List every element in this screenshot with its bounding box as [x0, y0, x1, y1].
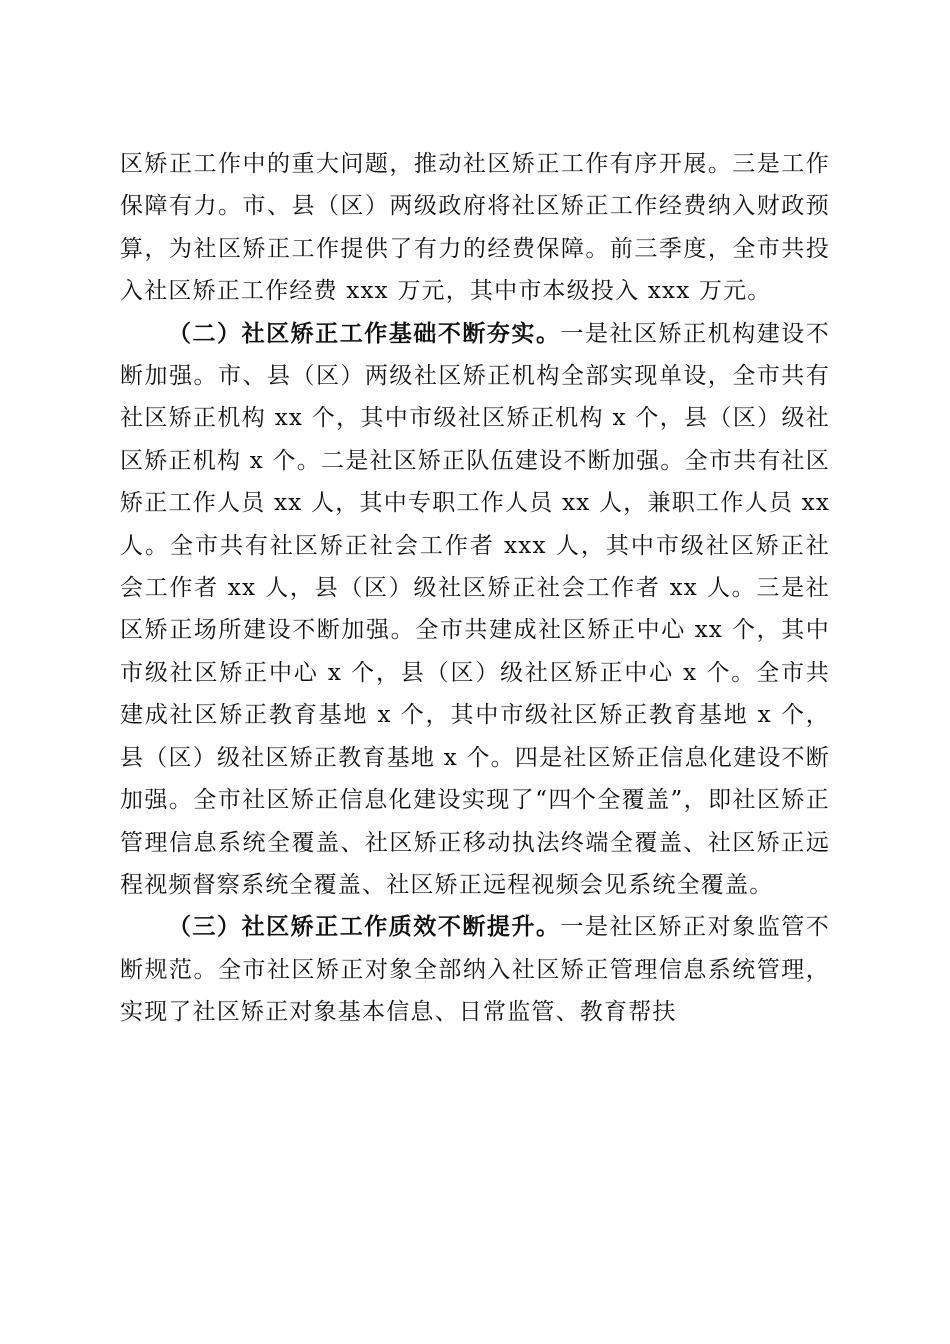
document-body [120, 143, 830, 1034]
paragraph-section-3 [120, 906, 830, 1033]
paragraph-text: 一是社区矫正机构建设不断加强。市、县（区）两级社区矫正机构全部实现单设，全市共有社区矫正机构 xx 个，其中市级社区矫正机构 x 个，县（区）级社区矫正机构 x 个。二是社区矫正队伍建设不断加强。全市共有社区矫正工作人员 xx 人，其中专职工作人员 xx 人，兼职工作人员 xx 人。全市共有社区矫正社会工作者 xxx 人，其中市级社区矫正社会工作者 xx 人，县（区）级社区矫正社会工作者 xx 人。三是社区矫正场所建设不断加强。全市共建成社区矫正中心 xx 个，其中市级社区矫正中心 x 个，县（区）级社区矫正中心 x 个。全市共建成社区矫正教育基地 x 个，其中市级社区矫正教育基地 x 个，县（区）级社区矫正教育基地 x 个。四是社区矫正信息化建设不断加强。全市社区矫正信息化建设实现了“四个全覆盖”，即社区矫正管理信息系统全覆盖、社区矫正移动执法终端全覆盖、社区矫正远程视频督察系统全覆盖、社区矫正远程视频会见系统全覆盖。 [120, 320, 831, 898]
paragraph-section-2 [120, 313, 830, 907]
section-heading-3: （三）社区矫正工作质效不断提升。 [168, 913, 561, 941]
paragraph-text: 区矫正工作中的重大问题，推动社区矫正工作有序开展。三是工作保障有力。市、县（区）两级政府将社区矫正工作经费纳入财政预算，为社区矫正工作提供了有力的经费保障。前三季度，全市共投入社区矫正工作经费 xxx 万元，其中市本级投入 xxx 万元。 [120, 151, 830, 305]
paragraph-text: 一是社区矫正对象监管不断规范。全市社区矫正对象全部纳入社区矫正管理信息系统管理，实现了社区矫正对象基本信息、日常监管、教育帮扶 [120, 914, 831, 1026]
section-heading-2: （二）社区矫正工作基础不断夯实。 [168, 319, 561, 347]
paragraph-continuation [120, 143, 830, 313]
